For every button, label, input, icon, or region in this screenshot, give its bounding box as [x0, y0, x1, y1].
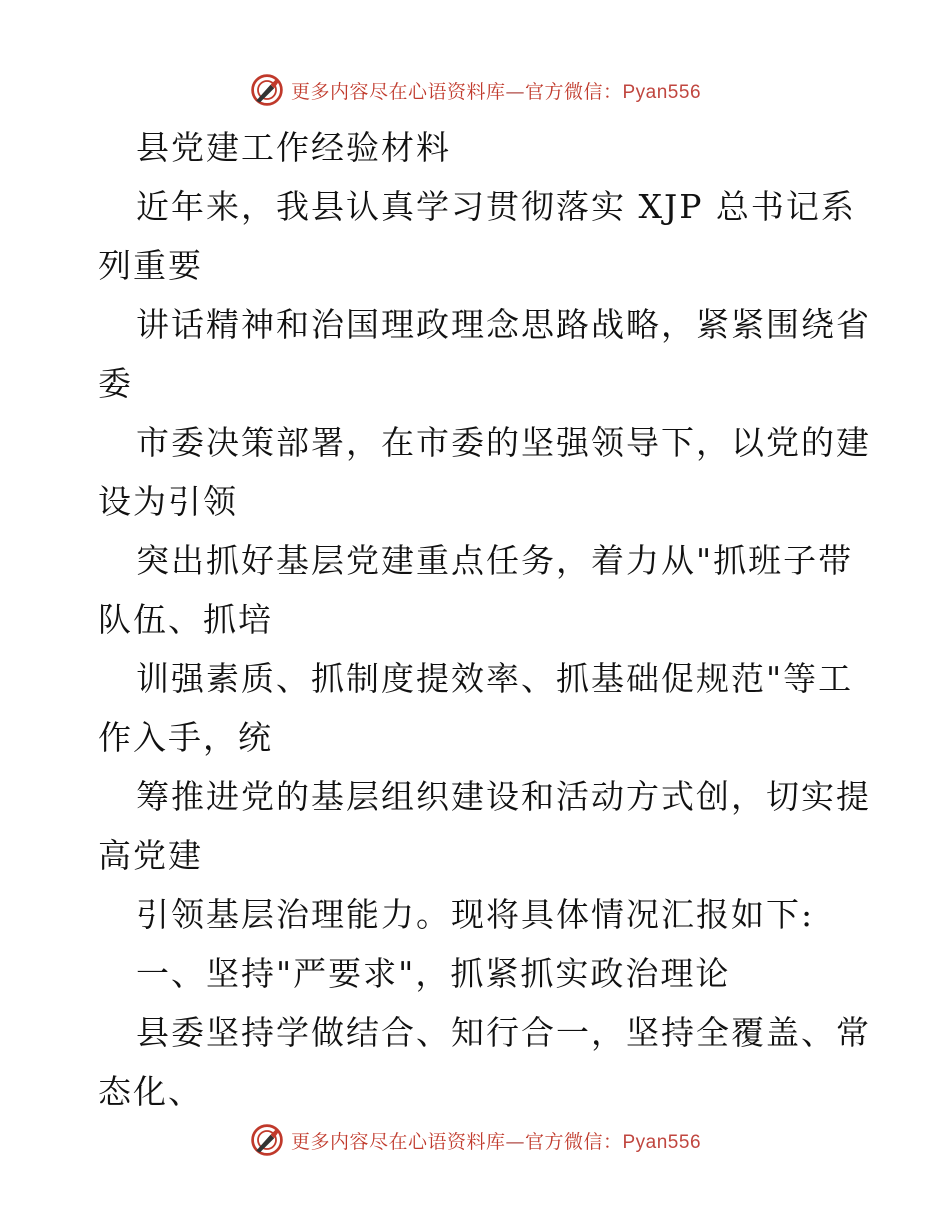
doc-line: 队伍、抓培	[98, 600, 273, 639]
doc-line: 讲话精神和治国理政理念思路战略，紧紧围绕省	[136, 305, 871, 344]
doc-line: 委	[98, 364, 133, 403]
pen-logo-icon	[249, 72, 285, 108]
banner-wechat-label: 官方微信：	[524, 1130, 623, 1153]
doc-line: 列重要	[98, 246, 203, 285]
doc-line: 作入手，统	[98, 718, 273, 757]
header-banner	[0, 70, 950, 110]
doc-line: 县委坚持学做结合、知行合一，坚持全覆盖、常	[136, 1013, 871, 1052]
doc-line: 训强素质、抓制度提效率、抓基础促规范"等工	[136, 659, 854, 698]
banner-wechat-id: Pyan556	[622, 1131, 702, 1153]
banner-text	[291, 1127, 701, 1154]
section-heading: 一、坚持"严要求"，抓紧抓实政治理论	[136, 954, 731, 993]
banner-wechat-id: Pyan556	[622, 81, 702, 103]
banner-text	[291, 77, 701, 104]
doc-line: 设为引领	[98, 482, 238, 521]
doc-line: 筹推进党的基层组织建设和活动方式创，切实提	[136, 777, 871, 816]
document-body	[98, 118, 871, 1121]
banner-separator: —	[505, 1130, 525, 1153]
banner-separator: —	[505, 80, 525, 103]
doc-line: 近年来，我县认真学习贯彻落实 XJP 总书记系	[136, 187, 856, 226]
doc-line: 市委决策部署，在市委的坚强领导下，以党的建	[136, 423, 871, 462]
doc-line: 态化、	[98, 1072, 203, 1111]
banner-site-text: 更多内容尽在心语资料库	[290, 80, 506, 103]
banner-wechat-label: 官方微信：	[524, 80, 623, 103]
pen-logo-icon	[249, 1122, 285, 1158]
footer-banner	[0, 1120, 950, 1160]
banner-site-text: 更多内容尽在心语资料库	[290, 1130, 506, 1153]
doc-line: 高党建	[98, 836, 203, 875]
doc-line: 引领基层治理能力。现将具体情况汇报如下:	[136, 895, 815, 934]
doc-title: 县党建工作经验材料	[136, 128, 451, 167]
doc-line: 突出抓好基层党建重点任务，着力从"抓班子带	[136, 541, 854, 580]
